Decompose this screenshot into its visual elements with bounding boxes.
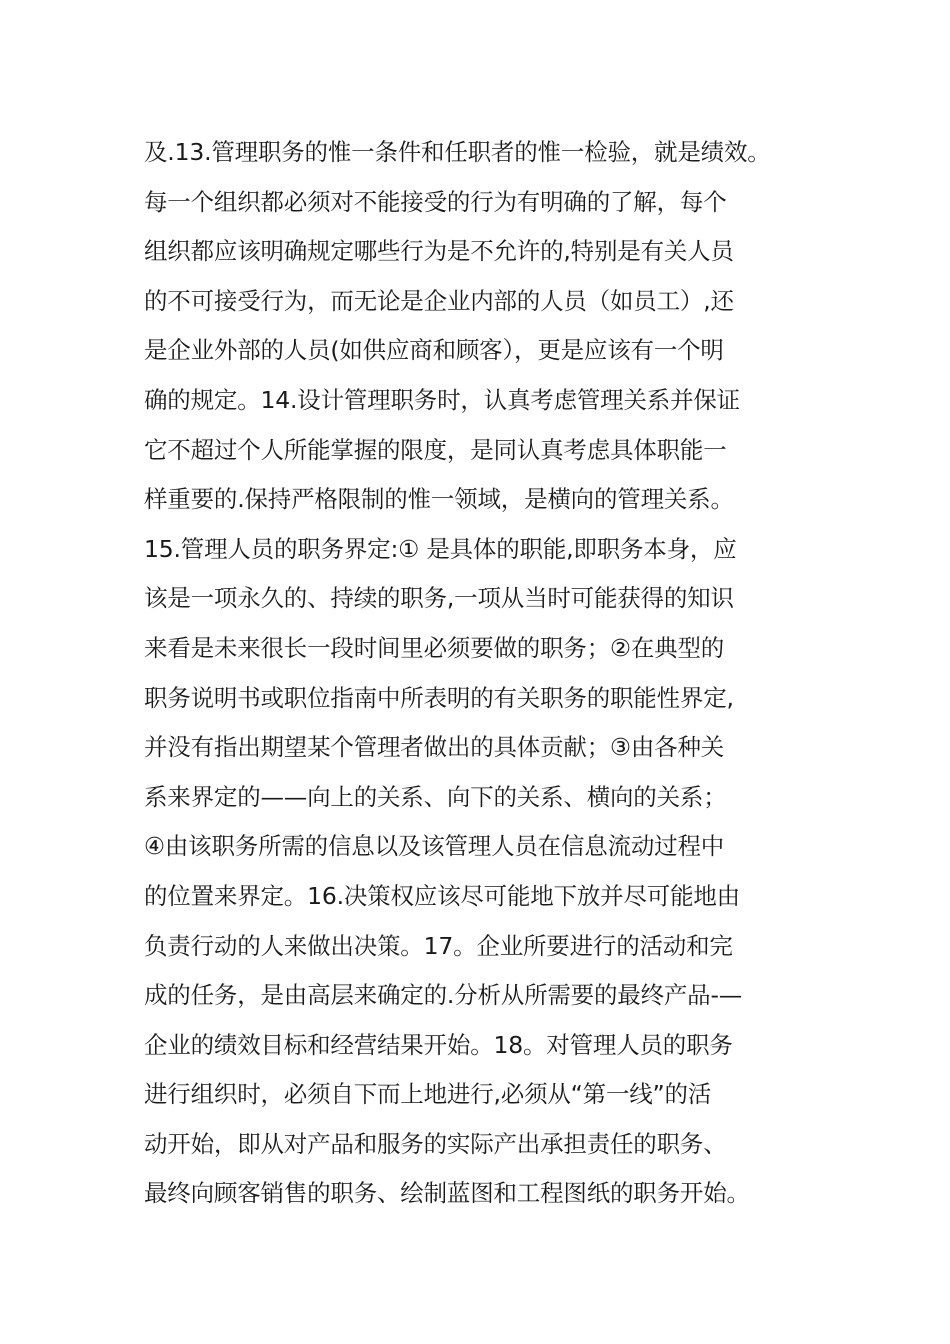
text-line: 进行组织时，必须自下而上地进行,必须从“第一线”的活 — [144, 1080, 712, 1109]
text-line: 并没有指出期望某个管理者做出的具体贡献；③由各种关 — [144, 733, 725, 762]
text-line: 动开始，即从对产品和服务的实际产出承担责任的职务、 — [144, 1129, 727, 1158]
text-line: 及.13.管理职务的惟一条件和任职者的惟一检验，就是绩效。 — [144, 138, 771, 166]
text-line: 样重要的.保持严格限制的惟一领域，是横向的管理关系。 — [144, 485, 734, 514]
text-line: 是企业外部的人员(如供应商和顾客），更是应该有一个明 — [144, 336, 724, 365]
text-line: 15.管理人员的职务界定:① 是具体的职能,即职务本身，应 — [144, 534, 737, 563]
text-line: 的不可接受行为，而无论是企业内部的人员（如员工）,还 — [144, 286, 734, 315]
text-line: 组织都应该明确规定哪些行为是不允许的,特别是有关人员 — [144, 237, 734, 266]
text-line: 它不超过个人所能掌握的限度，是同认真考虑具体职能一 — [144, 435, 727, 464]
text-line: 来看是未来很长一段时间里必须要做的职务；②在典型的 — [144, 633, 725, 662]
text-line: ④由该职务所需的信息以及该管理人员在信息流动过程中 — [144, 832, 725, 861]
text-line: 确的规定。14.设计管理职务时，认真考虑管理关系并保证 — [144, 385, 740, 414]
text-line: 负责行动的人来做出决策。17。企业所要进行的活动和完 — [144, 931, 733, 960]
text-line: 最终向顾客销售的职务、绘制蓝图和工程图纸的职务开始。 — [144, 1179, 750, 1208]
text-line: 职务说明书或职位指南中所表明的有关职务的职能性界定, — [144, 683, 734, 712]
text-line: 每一个组织都必须对不能接受的行为有明确的了解，每个 — [144, 187, 727, 216]
text-line: 该是一项永久的、持续的职务,一项从当时可能获得的知识 — [144, 584, 734, 613]
text-line: 的位置来界定。16.决策权应该尽可能地下放并尽可能地由 — [144, 881, 740, 910]
text-line: 企业的绩效目标和经营结果开始。18。对管理人员的职务 — [144, 1030, 733, 1059]
body-text — [144, 131, 904, 1222]
text-line: 成的任务，是由高层来确定的.分析从所需要的最终产品-— — [144, 981, 743, 1010]
text-line: 系来界定的——向上的关系、向下的关系、横向的关系； — [144, 782, 727, 811]
